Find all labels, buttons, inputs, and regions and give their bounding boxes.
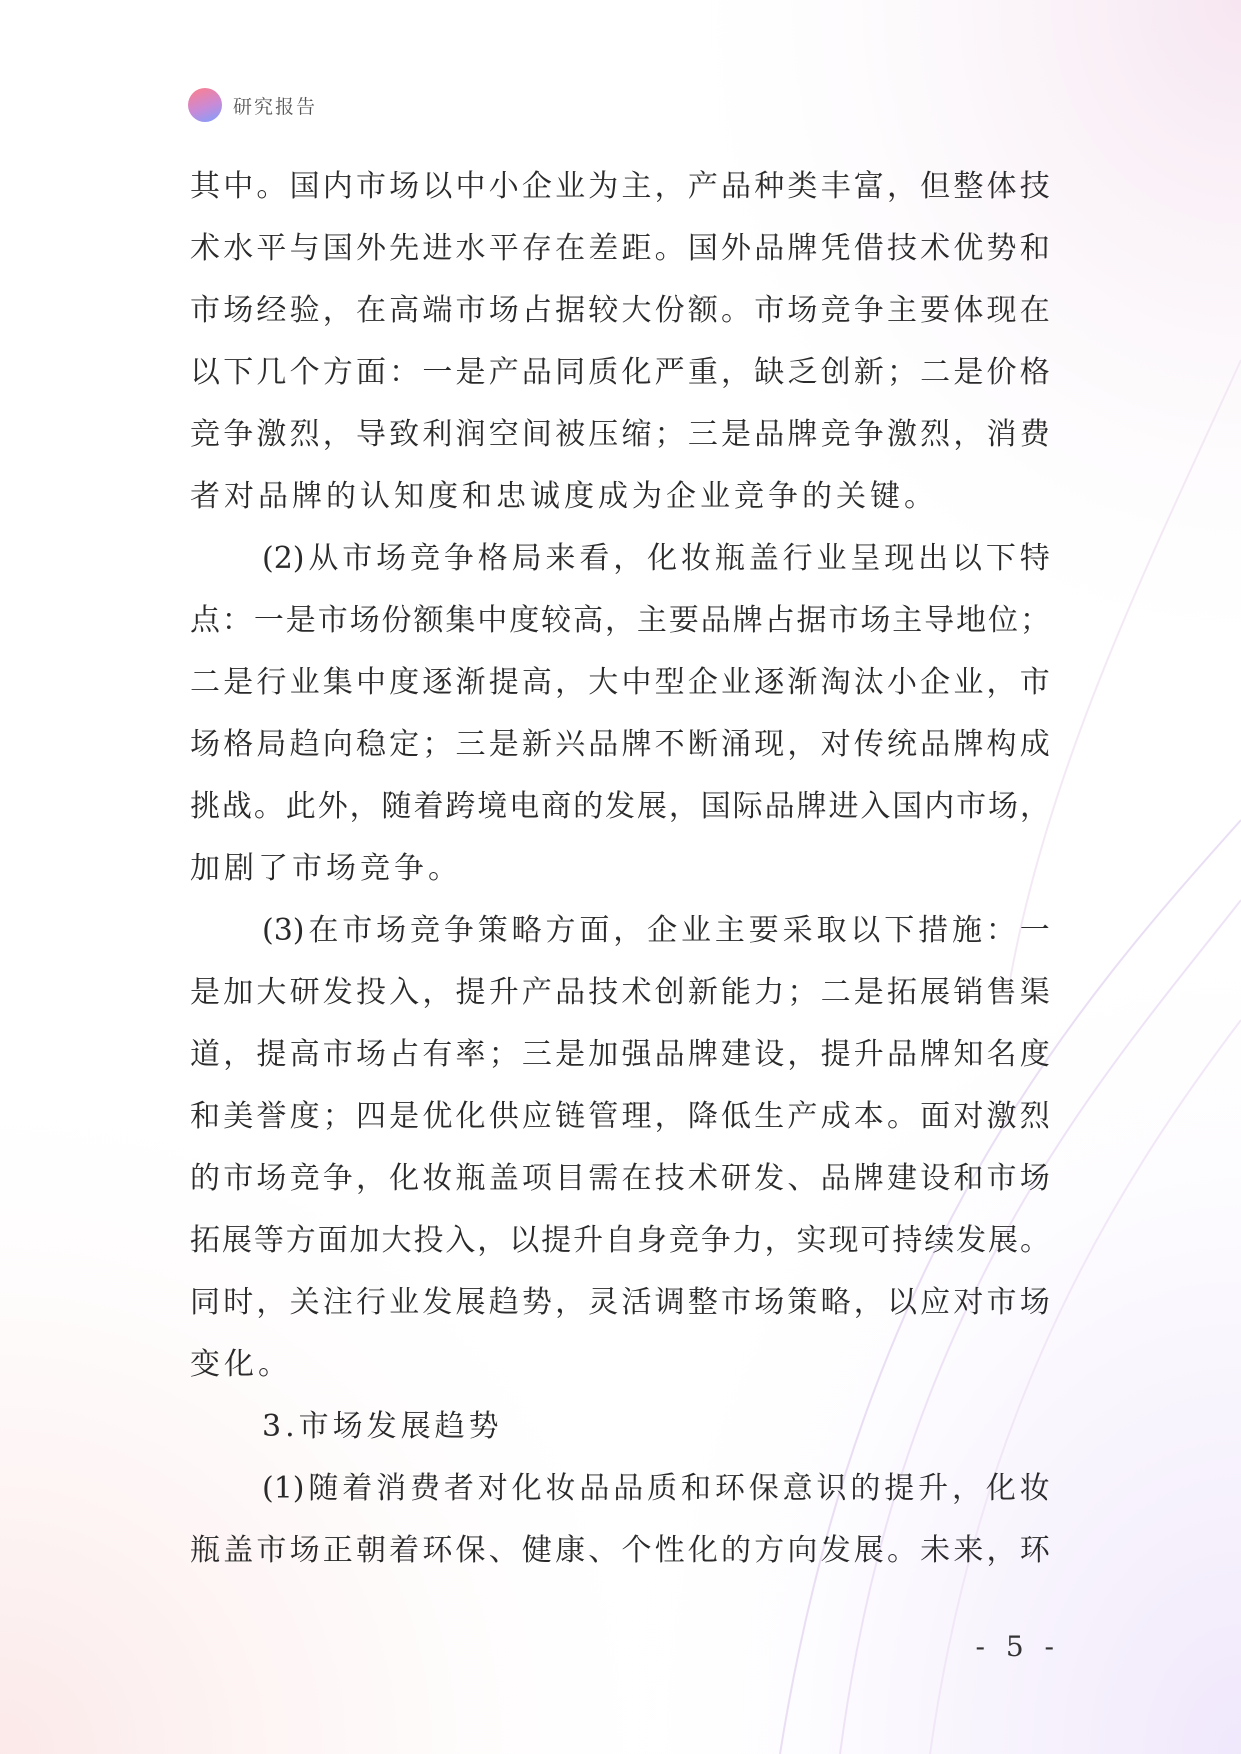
text-line: 是 加 大 研 发 投 入 ， 提 升 产 品 技 术 创 新 能 力 ； 二 是 拓 展 销 售 渠	[190, 975, 1050, 1010]
text-line: 3.市场发展趋势	[262, 1409, 503, 1444]
text-line: (3) 在 市 场 竞 争 策 略 方 面 ， 企 业 主 要 采 取 以 下 措 施 ： 一	[262, 913, 1050, 948]
text-line: 点 ： 一 是 市 场 份 额 集 中 度 较 高 ， 主 要 品 牌 占 据 市 场 主 导 地 位 ；	[190, 603, 1050, 638]
text-line: 二 是 行 业 集 中 度 逐 渐 提 高 ， 大 中 型 企 业 逐 渐 淘 汰 小 企 业 ， 市	[190, 665, 1050, 700]
text-line: (2) 从 市 场 竞 争 格 局 来 看 ， 化 妆 瓶 盖 行 业 呈 现 出 以 下 特	[262, 541, 1050, 576]
text-line: 和 美 誉 度 ； 四 是 优 化 供 应 链 管 理 ， 降 低 生 产 成 本 。 面 对 激 烈	[190, 1099, 1050, 1134]
text-line: 竞 争 激 烈 ， 导 致 利 润 空 间 被 压 缩 ； 三 是 品 牌 竞 争 激 烈 ， 消 费	[190, 417, 1050, 452]
text-line: 同 时 ， 关 注 行 业 发 展 趋 势 ， 灵 活 调 整 市 场 策 略 ， 以 应 对 市 场	[190, 1285, 1050, 1320]
text-line: 者对品牌的认知度和忠诚度成为企业竞争的关键。	[190, 479, 938, 514]
text-line: 场 格 局 趋 向 稳 定 ； 三 是 新 兴 品 牌 不 断 涌 现 ， 对 传 统 品 牌 构 成	[190, 727, 1050, 762]
page-header	[188, 88, 317, 122]
text-line: 变化。	[190, 1347, 292, 1382]
header-title: 研究报告	[233, 95, 318, 118]
text-line: (1) 随 着 消 费 者 对 化 妆 品 品 质 和 环 保 意 识 的 提 升 ， 化 妆	[262, 1471, 1050, 1506]
text-line: 拓 展 等 方 面 加 大 投 入 ， 以 提 升 自 身 竞 争 力 ， 实 现 可 持 续 发 展 。	[190, 1223, 1050, 1258]
text-line: 术 水 平 与 国 外 先 进 水 平 存 在 差 距 。 国 外 品 牌 凭 借 技 术 优 势 和	[190, 231, 1050, 266]
text-line: 道 ， 提 高 市 场 占 有 率 ； 三 是 加 强 品 牌 建 设 ， 提 升 品 牌 知 名 度	[190, 1037, 1050, 1072]
text-line: 的 市 场 竞 争 ， 化 妆 瓶 盖 项 目 需 在 技 术 研 发 、 品 牌 建 设 和 市 场	[190, 1161, 1050, 1196]
text-line: 挑 战 。 此 外 ， 随 着 跨 境 电 商 的 发 展 ， 国 际 品 牌 进 入 国 内 市 场 ，	[190, 789, 1050, 824]
body-text	[190, 156, 1050, 1582]
logo-icon	[188, 88, 222, 122]
text-line: 其 中 。 国 内 市 场 以 中 小 企 业 为 主 ， 产 品 种 类 丰 富 ， 但 整 体 技	[190, 169, 1050, 204]
page-number: - 5 -	[975, 1630, 1060, 1663]
text-line: 以 下 几 个 方 面 ： 一 是 产 品 同 质 化 严 重 ， 缺 乏 创 新 ； 二 是 价 格	[190, 355, 1050, 390]
text-line: 瓶 盖 市 场 正 朝 着 环 保 、 健 康 、 个 性 化 的 方 向 发 展 。 未 来 ， 环	[190, 1533, 1050, 1568]
text-line: 市 场 经 验 ， 在 高 端 市 场 占 据 较 大 份 额 。 市 场 竞 争 主 要 体 现 在	[190, 293, 1050, 328]
text-line: 加剧了市场竞争。	[190, 851, 462, 886]
